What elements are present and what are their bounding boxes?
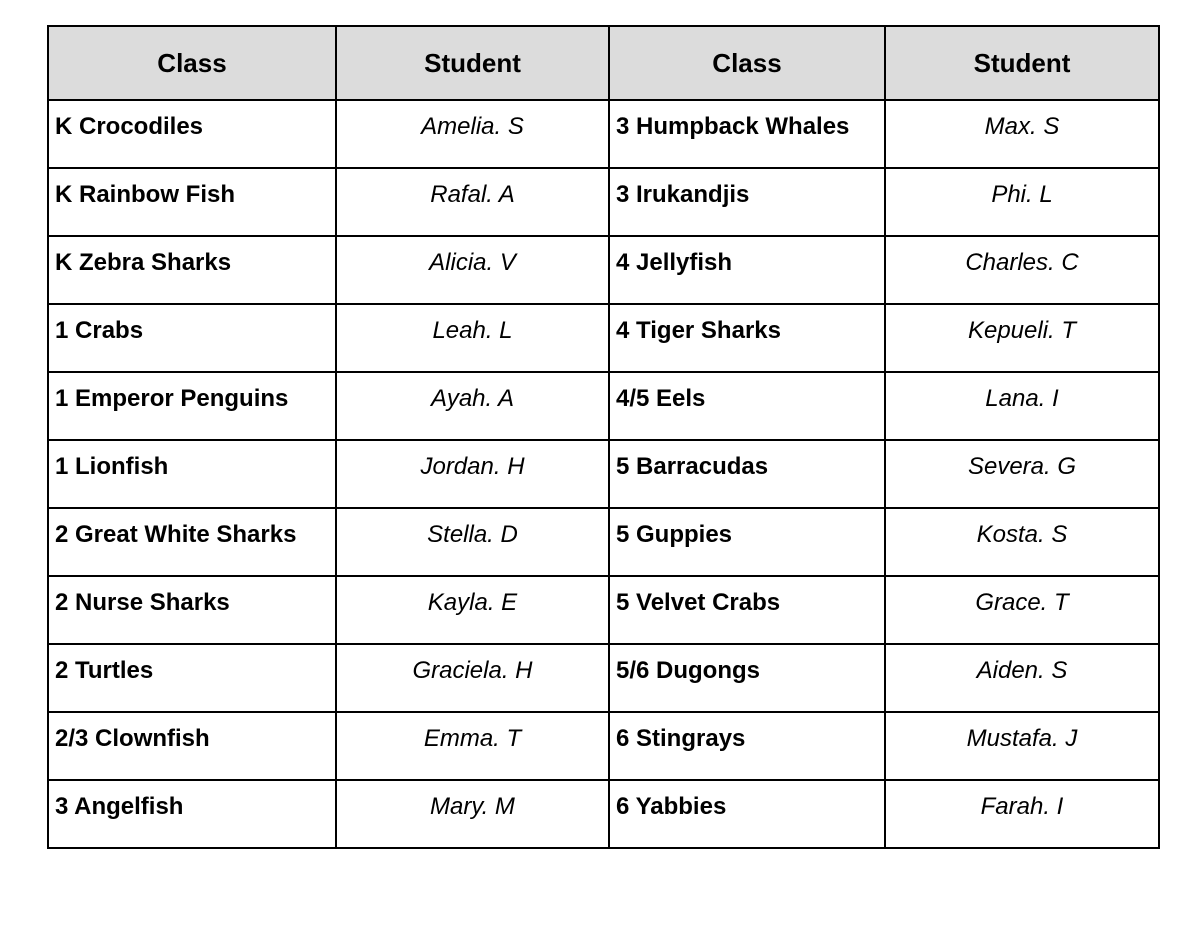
class-cell: 3 Angelfish [48,780,336,848]
table-row [48,576,1159,644]
student-cell: Jordan. H [336,440,609,508]
student-cell: Charles. C [885,236,1159,304]
student-cell: Amelia. S [336,100,609,168]
student-cell: Alicia. V [336,236,609,304]
student-cell: Leah. L [336,304,609,372]
class-cell: 1 Lionfish [48,440,336,508]
header-class-right: Class [609,26,885,100]
class-cell: K Rainbow Fish [48,168,336,236]
class-cell: 3 Humpback Whales [609,100,885,168]
student-cell: Graciela. H [336,644,609,712]
student-cell: Farah. I [885,780,1159,848]
student-cell: Severa. G [885,440,1159,508]
table-row [48,100,1159,168]
class-cell: 2 Nurse Sharks [48,576,336,644]
student-cell: Stella. D [336,508,609,576]
class-student-table [47,25,1160,849]
table-row [48,440,1159,508]
table-header [48,26,1159,100]
table-row [48,372,1159,440]
header-row [48,26,1159,100]
class-cell: 2/3 Clownfish [48,712,336,780]
class-cell: 1 Crabs [48,304,336,372]
student-cell: Kosta. S [885,508,1159,576]
student-cell: Kepueli. T [885,304,1159,372]
class-cell: 6 Stingrays [609,712,885,780]
header-student-left: Student [336,26,609,100]
student-cell: Rafal. A [336,168,609,236]
student-cell: Grace. T [885,576,1159,644]
table-row [48,780,1159,848]
table-row [48,712,1159,780]
student-cell: Lana. I [885,372,1159,440]
student-cell: Mustafa. J [885,712,1159,780]
student-cell: Emma. T [336,712,609,780]
class-cell: 3 Irukandjis [609,168,885,236]
class-cell: 2 Great White Sharks [48,508,336,576]
table-body [48,100,1159,848]
class-cell: 4 Jellyfish [609,236,885,304]
header-student-right: Student [885,26,1159,100]
class-cell: K Zebra Sharks [48,236,336,304]
student-cell: Ayah. A [336,372,609,440]
class-cell: K Crocodiles [48,100,336,168]
table-row [48,168,1159,236]
student-cell: Aiden. S [885,644,1159,712]
table-row [48,644,1159,712]
class-cell: 5 Velvet Crabs [609,576,885,644]
class-cell: 5 Guppies [609,508,885,576]
class-cell: 5/6 Dugongs [609,644,885,712]
header-class-left: Class [48,26,336,100]
class-cell: 4 Tiger Sharks [609,304,885,372]
student-cell: Kayla. E [336,576,609,644]
class-cell: 4/5 Eels [609,372,885,440]
student-cell: Mary. M [336,780,609,848]
class-cell: 6 Yabbies [609,780,885,848]
student-cell: Max. S [885,100,1159,168]
class-cell: 1 Emperor Penguins [48,372,336,440]
table-row [48,236,1159,304]
student-cell: Phi. L [885,168,1159,236]
table-row [48,304,1159,372]
class-cell: 2 Turtles [48,644,336,712]
table-row [48,508,1159,576]
class-cell: 5 Barracudas [609,440,885,508]
